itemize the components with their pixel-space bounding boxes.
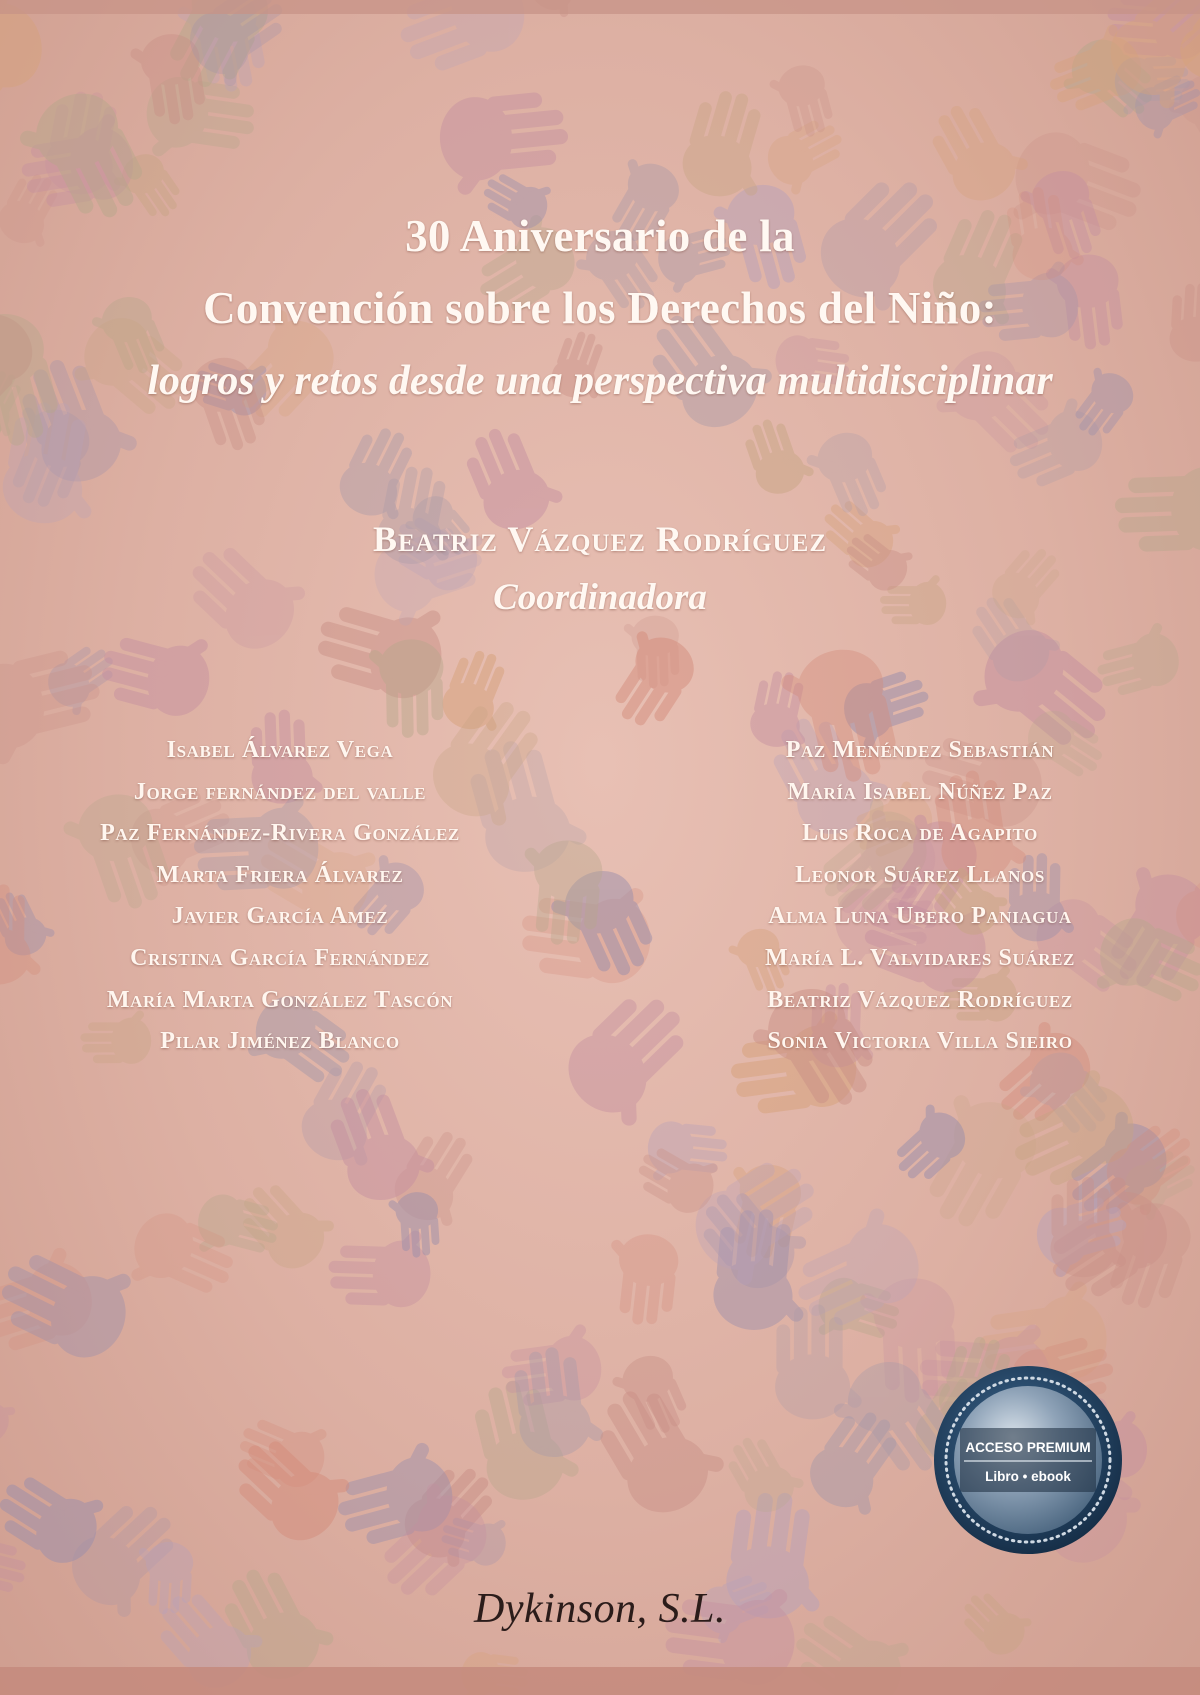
- coordinator-block: [0, 510, 1200, 628]
- author-name: Alma Luna Ubero Paniagua: [768, 903, 1072, 930]
- authors-right-column: [640, 730, 1200, 1063]
- handprint-decoration: [719, 1423, 810, 1521]
- author-name: Cristina García Fernández: [130, 944, 430, 971]
- author-name: María L. Valvidares Suárez: [764, 944, 1076, 971]
- seal-label-line-2: Libro • ebook: [985, 1469, 1071, 1484]
- author-name: Javier García Amez: [171, 903, 389, 930]
- handprint-decoration: [601, 1230, 681, 1328]
- author-name: Luis Roca de Agapito: [802, 820, 1038, 847]
- author-name: Leonor Suárez Llanos: [795, 861, 1045, 888]
- authors-left-column: [0, 730, 560, 1063]
- author-name: Beatriz Vázquez Rodríguez: [767, 986, 1073, 1013]
- title-line-1: 30 Aniversario de la: [405, 211, 795, 261]
- coordinator-name: Beatriz Vázquez Rodríguez: [372, 519, 828, 559]
- author-name: Paz Fernández-Rivera González: [100, 820, 460, 847]
- coordinator-role: Coordinadora: [493, 577, 707, 618]
- bottom-band: [0, 1667, 1200, 1695]
- author-name: Sonia Victoria Villa Sieiro: [767, 1028, 1073, 1055]
- handprint-decoration: [739, 410, 819, 500]
- author-name: Marta Friera Álvarez: [156, 861, 404, 888]
- author-name: Isabel Álvarez Vega: [166, 737, 394, 763]
- publisher-logo: Dykinson, S.L.: [474, 1586, 726, 1632]
- author-name: Pilar Jiménez Blanco: [160, 1028, 400, 1055]
- author-name: María Isabel Núñez Paz: [787, 778, 1053, 805]
- author-name: María Marta González Tascón: [106, 986, 454, 1013]
- title-block: [0, 200, 1200, 418]
- handprint-decoration: [0, 1368, 23, 1452]
- subtitle: logros y retos desde una perspectiva multidisciplinar: [147, 358, 1053, 404]
- top-band: [0, 0, 1200, 14]
- handprint-decoration: [1089, 618, 1185, 701]
- handprint-decoration: [94, 613, 221, 723]
- handprint-decoration: [0, 0, 54, 119]
- premium-access-seal: [928, 1360, 1128, 1560]
- author-name: Jorge fernández del valle: [133, 778, 427, 805]
- title-line-2: Convención sobre los Derechos del Niño:: [203, 283, 997, 333]
- author-name: Paz Menéndez Sebastián: [785, 737, 1055, 763]
- seal-label-line-1: ACCESO PREMIUM: [965, 1440, 1091, 1455]
